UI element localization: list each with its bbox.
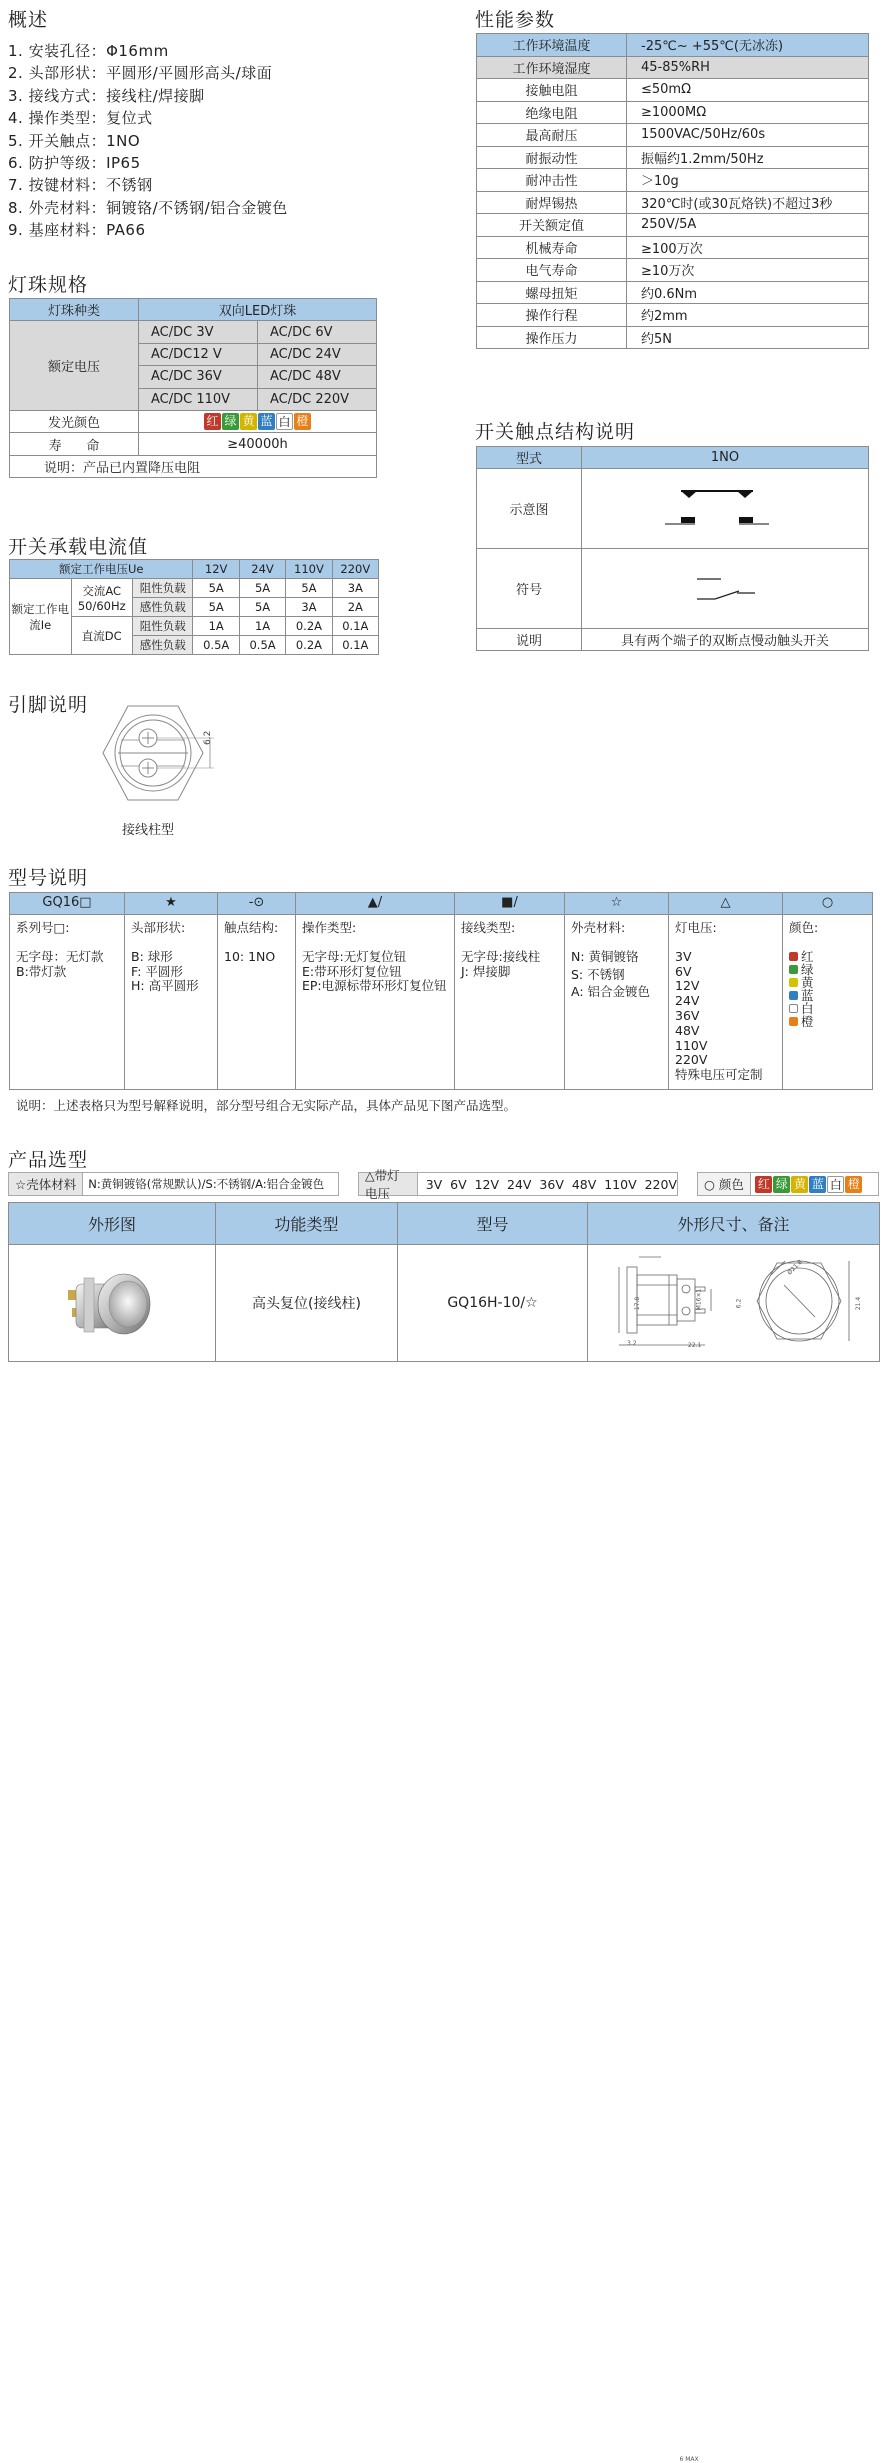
color-name: 橙 xyxy=(801,1013,814,1029)
model-col-color xyxy=(783,915,873,1090)
performance-value: 约2mm xyxy=(627,304,869,327)
color-chip: 白 xyxy=(276,413,293,430)
pin-dim: 6.2 xyxy=(203,730,213,745)
lamp-color-label: 发光颜色 xyxy=(10,410,139,432)
model-option: S: 不锈钢 xyxy=(571,966,625,982)
model-option: 无字母：无灯款 xyxy=(16,948,104,964)
color-swatch xyxy=(789,952,798,961)
performance-row xyxy=(477,304,869,327)
model-option: E:带环形灯复位钮 xyxy=(302,963,402,979)
dim-label: 3.2 xyxy=(627,1340,637,1347)
lamp-voltage: AC/DC 36V xyxy=(139,366,258,388)
sel-header: 外形图 xyxy=(9,1203,216,1245)
load-ac-label: 交流AC 50/60Hz xyxy=(71,579,133,617)
load-ind-label: 感性负载 xyxy=(133,598,193,617)
overview-list xyxy=(8,40,288,242)
load-cell: 1A xyxy=(193,617,239,636)
model-col-title: 头部形状: xyxy=(131,920,186,935)
contact-table xyxy=(476,446,869,651)
color-name: 绿 xyxy=(801,961,814,977)
model-option: EP:电源标带环形灯复位钮 xyxy=(302,978,447,994)
model-header: -⊙ xyxy=(218,893,296,915)
lamp-voltage: AC/DC 6V xyxy=(258,321,377,343)
performance-row xyxy=(477,101,869,124)
performance-key: 开关额定值 xyxy=(477,214,627,237)
overview-title: 概述 xyxy=(8,9,49,31)
voltage-legend xyxy=(358,1168,678,1201)
model-col-voltage xyxy=(669,915,783,1090)
model-color-option xyxy=(789,1015,866,1028)
model-col-title: 颜色: xyxy=(789,920,819,935)
model-option: B: 球形 xyxy=(131,948,173,964)
overview-item: 5. 开关触点：1NO xyxy=(8,131,141,150)
model-option: 无字母:无灯复位钮 xyxy=(302,948,407,964)
lamp-voltage: AC/DC12 V xyxy=(139,343,258,365)
sel-header: 功能类型 xyxy=(216,1203,398,1245)
sel-header: 型号 xyxy=(398,1203,588,1245)
model-header: ■/ xyxy=(455,893,565,915)
model-color-list xyxy=(789,950,866,1028)
model-color-option xyxy=(789,989,866,1002)
load-cell: 0.5A xyxy=(239,636,285,655)
lamp-life-value: ≥40000h xyxy=(139,433,377,455)
lamp-color-chips xyxy=(139,410,377,432)
color-chip: 绿 xyxy=(773,1176,790,1193)
contact-title: 开关触点结构说明 xyxy=(475,421,636,443)
overview-item: 8. 外壳材料：铜镀铬/不锈钢/铝合金镀色 xyxy=(8,198,288,217)
model-col-head xyxy=(125,915,218,1090)
performance-row xyxy=(477,259,869,282)
color-chip: 黄 xyxy=(791,1176,808,1193)
load-cell: 0.1A xyxy=(332,617,378,636)
contact-header-1no: 1NO xyxy=(582,447,869,469)
performance-key: 电气寿命 xyxy=(477,259,627,282)
load-row-label: 额定工作电流Ie xyxy=(10,579,72,655)
model-note: 说明：上述表格只为型号解释说明，部分型号组合无实际产品，具体产品见下图产品选型。 xyxy=(16,1098,517,1113)
load-res-label: 阻性负载 xyxy=(133,579,193,598)
model-col-title: 灯电压: xyxy=(675,920,717,935)
overview-item: 2. 头部形状：平圆形/平圆形高头/球面 xyxy=(8,64,273,83)
load-title: 开关承载电流值 xyxy=(8,536,149,558)
performance-row xyxy=(477,326,869,349)
color-swatch xyxy=(789,978,798,987)
contact-diagram xyxy=(582,469,869,549)
model-option: F: 平圆形 xyxy=(131,963,183,979)
load-cell: 5A xyxy=(193,598,239,617)
color-legend xyxy=(697,1172,879,1196)
lamp-title: 灯珠规格 xyxy=(8,274,89,296)
pin-title: 引脚说明 xyxy=(8,694,89,716)
model-col-wiring xyxy=(455,915,565,1090)
model-option: J: 焊接脚 xyxy=(461,963,511,979)
color-swatch xyxy=(789,991,798,1000)
model-voltage-option: 48V xyxy=(675,1022,700,1038)
lamp-note: 说明：产品已内置降压电阻 xyxy=(10,455,377,477)
performance-value: ＞10g xyxy=(627,169,869,192)
model-voltage-option: 110V xyxy=(675,1037,708,1053)
color-name: 黄 xyxy=(801,974,814,990)
model-color-option xyxy=(789,950,866,963)
model-voltage-option: 特殊电压可定制 xyxy=(675,1067,763,1083)
performance-value: ≤50mΩ xyxy=(627,79,869,102)
model-option: 无字母:接线柱 xyxy=(461,948,541,964)
model-col-series xyxy=(10,915,125,1090)
sel-product-photo xyxy=(9,1245,216,1362)
model-option: N: 黄铜镀铬 xyxy=(571,948,639,964)
pin-caption: 接线柱型 xyxy=(122,823,175,838)
performance-value: 45-85%RH xyxy=(627,56,869,79)
voltage-legend-value: 3V 6V 12V 24V 36V 48V 110V 220V xyxy=(425,1176,677,1192)
performance-key: 螺母扭矩 xyxy=(477,281,627,304)
dim-label: M16×1 xyxy=(695,1288,703,1311)
lamp-table xyxy=(9,298,377,478)
performance-key: 机械寿命 xyxy=(477,236,627,259)
load-cell: 3A xyxy=(332,579,378,598)
performance-key: 接触电阻 xyxy=(477,79,627,102)
color-chip: 蓝 xyxy=(809,1176,826,1193)
model-header: ★ xyxy=(125,893,218,915)
lamp-header-type: 灯珠种类 xyxy=(10,299,139,321)
contact-symbol-label: 符号 xyxy=(477,549,582,629)
model-col-title: 接线类型: xyxy=(461,920,516,935)
performance-value: -25℃~ +55℃(无冰冻) xyxy=(627,34,869,57)
performance-key: 最高耐压 xyxy=(477,124,627,147)
color-name: 红 xyxy=(801,948,814,964)
performance-title: 性能参数 xyxy=(475,9,556,31)
model-voltage-option: 6V xyxy=(675,963,692,979)
model-color-option xyxy=(789,963,866,976)
performance-key: 耐焊锡热 xyxy=(477,191,627,214)
model-voltage-option: 220V xyxy=(675,1052,708,1068)
selection-title: 产品选型 xyxy=(8,1149,89,1171)
performance-row xyxy=(477,236,869,259)
performance-key: 工作环境湿度 xyxy=(477,56,627,79)
performance-value: ≥10万次 xyxy=(627,259,869,282)
voltage-legend-label: △带灯电压 xyxy=(359,1173,418,1195)
load-volt: 220V xyxy=(332,560,378,579)
color-legend-chips xyxy=(751,1176,863,1193)
performance-row xyxy=(477,34,869,57)
model-header: △ xyxy=(669,893,783,915)
performance-value: ≥1000MΩ xyxy=(627,101,869,124)
lamp-life-label: 寿 命 xyxy=(10,433,139,455)
overview-item: 6. 防护等级：IP65 xyxy=(8,154,141,173)
performance-value: 1500VAC/50Hz/60s xyxy=(627,124,869,147)
model-voltage-option: 12V xyxy=(675,978,700,994)
performance-row xyxy=(477,56,869,79)
color-swatch xyxy=(789,965,798,974)
overview-item: 9. 基座材料：PA66 xyxy=(8,221,146,240)
model-title: 型号说明 xyxy=(8,867,89,889)
model-color-option xyxy=(789,1002,866,1015)
load-cell: 5A xyxy=(239,579,285,598)
performance-value: 320℃时(或30瓦烙铁)不超过3秒 xyxy=(627,191,869,214)
color-chip: 红 xyxy=(204,413,221,430)
model-col-title: 触点结构: xyxy=(224,920,279,935)
performance-row xyxy=(477,281,869,304)
performance-value: ≥100万次 xyxy=(627,236,869,259)
performance-key: 操作行程 xyxy=(477,304,627,327)
lamp-voltage: AC/DC 110V xyxy=(139,388,258,410)
performance-key: 操作压力 xyxy=(477,326,627,349)
overview-item: 1. 安装孔径：Φ16mm xyxy=(8,42,169,60)
sel-function: 高头复位(接线柱) xyxy=(216,1245,398,1362)
performance-row xyxy=(477,214,869,237)
lamp-voltage: AC/DC 48V xyxy=(258,366,377,388)
model-col-shell xyxy=(565,915,669,1090)
load-cell: 5A xyxy=(193,579,239,598)
color-legend-label: ○ 颜色 xyxy=(698,1173,751,1195)
dim-label: 22.1 xyxy=(688,1342,702,1349)
overview-item: 7. 按键材料：不锈钢 xyxy=(8,176,153,195)
dim-label: 6.2 xyxy=(735,1298,743,1309)
color-name: 蓝 xyxy=(801,987,814,1003)
dim-label: 17.8 xyxy=(634,1296,642,1311)
performance-key: 耐振动性 xyxy=(477,146,627,169)
sel-model: GQ16H-10/☆ xyxy=(398,1245,588,1362)
model-option: H: 高平圆形 xyxy=(131,978,199,994)
model-col-title: 操作类型: xyxy=(302,920,357,935)
lamp-voltage: AC/DC 220V xyxy=(258,388,377,410)
load-header-label: 额定工作电压Ue xyxy=(10,560,193,579)
contact-note-label: 说明 xyxy=(477,629,582,651)
load-cell: 2A xyxy=(332,598,378,617)
performance-key: 绝缘电阻 xyxy=(477,101,627,124)
overview-item: 3. 接线方式：接线柱/焊接脚 xyxy=(8,86,205,105)
lamp-header-led: 双向LED灯珠 xyxy=(139,299,377,321)
model-voltage-option: 3V xyxy=(675,948,692,964)
model-col-operation xyxy=(296,915,455,1090)
color-swatch xyxy=(789,1004,798,1013)
color-name: 白 xyxy=(801,1000,814,1016)
load-res-label: 阻性负载 xyxy=(133,617,193,636)
model-header: ○ xyxy=(783,893,873,915)
model-option: B:带灯款 xyxy=(16,963,67,979)
performance-row xyxy=(477,169,869,192)
model-voltage-list xyxy=(675,950,776,1083)
selection-table xyxy=(8,1202,880,2463)
load-volt: 110V xyxy=(286,560,332,579)
load-cell: 0.2A xyxy=(286,636,332,655)
performance-value: 振幅约1.2mm/50Hz xyxy=(627,146,869,169)
model-col-title: 外壳材料: xyxy=(571,920,626,935)
shell-legend-value: N:黄铜镀铬(常规默认)/S:不锈钢/A:铝合金镀色 xyxy=(88,1177,325,1191)
contact-diagram-icon xyxy=(665,477,785,537)
load-cell: 0.5A xyxy=(193,636,239,655)
dim-label: 6 MAX xyxy=(679,2455,699,2463)
load-volt: 12V xyxy=(193,560,239,579)
shell-legend-label: ☆壳体材料 xyxy=(9,1173,83,1195)
lamp-voltage: AC/DC 24V xyxy=(258,343,377,365)
switch-symbol-icon xyxy=(685,567,765,607)
color-chip: 红 xyxy=(755,1176,772,1193)
model-col-contact xyxy=(218,915,296,1090)
performance-row xyxy=(477,124,869,147)
push-button-icon xyxy=(62,1256,162,1346)
load-cell: 5A xyxy=(239,598,285,617)
model-table xyxy=(9,892,873,1090)
performance-row xyxy=(477,191,869,214)
model-color-option xyxy=(789,976,866,989)
contact-symbol xyxy=(582,549,869,629)
load-table xyxy=(9,559,379,655)
load-dc-label: 直流DC xyxy=(71,617,133,655)
load-cell: 1A xyxy=(239,617,285,636)
model-voltage-option: 24V xyxy=(675,993,700,1009)
model-option: 10: 1NO xyxy=(224,948,276,964)
load-cell: 3A xyxy=(286,598,332,617)
color-chip: 橙 xyxy=(294,413,311,430)
pin-terminal-icon xyxy=(98,700,218,810)
model-col-title: 系列号□: xyxy=(16,920,70,935)
load-cell: 0.1A xyxy=(332,636,378,655)
lamp-voltage-label: 额定电压 xyxy=(10,321,139,411)
load-cell: 0.2A xyxy=(286,617,332,636)
performance-value: 约5N xyxy=(627,326,869,349)
performance-value: 250V/5A xyxy=(627,214,869,237)
performance-table xyxy=(476,33,869,349)
performance-key: 耐冲击性 xyxy=(477,169,627,192)
dim-label: 21.4 xyxy=(855,1296,863,1311)
model-header: ☆ xyxy=(565,893,669,915)
performance-key: 工作环境温度 xyxy=(477,34,627,57)
dim-label: Ø21.8 xyxy=(786,1258,804,1277)
shell-legend xyxy=(8,1172,339,1196)
load-ind-label: 感性负载 xyxy=(133,636,193,655)
contact-diagram-label: 示意图 xyxy=(477,469,582,549)
color-chip: 橙 xyxy=(845,1176,862,1193)
contact-header-type: 型式 xyxy=(477,447,582,469)
model-voltage-option: 36V xyxy=(675,1007,700,1023)
color-chip: 黄 xyxy=(240,413,257,430)
color-chip: 绿 xyxy=(222,413,239,430)
lamp-voltage: AC/DC 3V xyxy=(139,321,258,343)
sel-header: 外形尺寸、备注 xyxy=(588,1203,880,1245)
load-volt: 24V xyxy=(239,560,285,579)
load-cell: 5A xyxy=(286,579,332,598)
performance-value: 约0.6Nm xyxy=(627,281,869,304)
color-chip: 蓝 xyxy=(258,413,275,430)
performance-row xyxy=(477,79,869,102)
performance-row xyxy=(477,146,869,169)
model-header: ▲/ xyxy=(296,893,455,915)
color-chip: 白 xyxy=(827,1176,844,1193)
color-swatch xyxy=(789,1017,798,1026)
overview-item: 4. 操作类型：复位式 xyxy=(8,109,153,128)
model-option: A: 铝合金镀色 xyxy=(571,984,651,1000)
model-header: GQ16□ xyxy=(10,893,125,915)
contact-note: 具有两个端子的双断点慢动触头开关 xyxy=(582,629,869,651)
